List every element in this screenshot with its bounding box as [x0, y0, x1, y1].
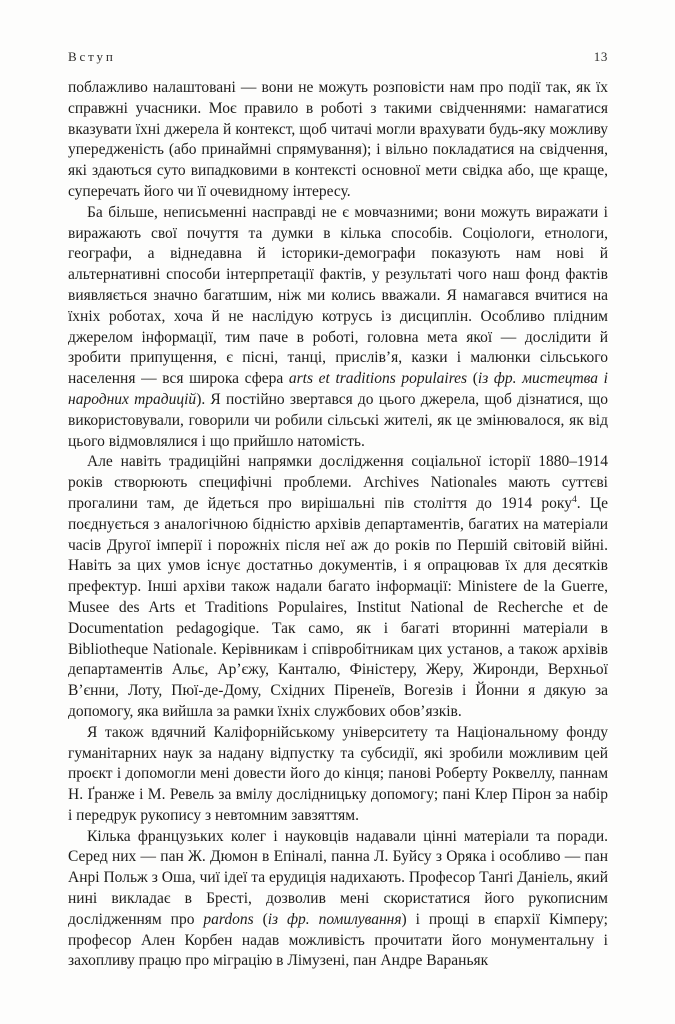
text-run: ). Я постійно звертався до цього джерела, щоб дізнатися, що використовували, говорили чи робили сільські жителі, як це змінювалося, як від цього відмовлялися і що прийшло натомість.: [68, 390, 608, 450]
italic-text: із фр. мистецтва і народних традицій: [68, 370, 608, 408]
italic-text: arts et traditions populaires: [288, 370, 468, 388]
text-run: Кілька французьких колег і науковців надавали цінні матеріали та поради. Серед них — пан Ж. Дюмон в Епіналі, панна Л. Буйсу з Оряка і особливо — пан Анрі Польж з Оша, чиї ідеї та ерудиція надихають. Професор Танґі Даніель, який нині викладає в Бресті, дозволив мені скористатися його рукописним дослідженням про: [68, 827, 608, 928]
paragraph: [68, 203, 608, 453]
text-run: Я також вдячний Каліфорнійському університету та Національному фонду гуманітарних наук за надану відпустку та субсидії, які зробили можливим цей проєкт і допомогли мені довести його до кінця; панові Роберту Роквеллу, паннам Н. Ґранже і М. Ревель за вмілу дослідницьку допомогу; пані Клер Пірон за набір і передрук рукопису з невтомним завзяттям.: [68, 723, 608, 824]
text-run: (: [253, 910, 268, 928]
text-run: Але навіть традиційні напрямки дослідження соціальної історії 1880–1914 років створюють специфічні проблеми. Archives Nationales мають суттєві прогалини там, де йдеться про вирішальні пів століття до 1914 року: [68, 453, 608, 512]
text-run: ) і прощі в єпархії Кімперу; професор Ален Корбен надав можливість прочитати його монументальну і захопливу працю про міграцію в Лімузені, пан Андре Вараньяк: [68, 910, 608, 970]
text-run: поблажливо налаштовані — вони не можуть розповісти нам про події так, як їх справжні учасники. Моє правило в роботі з такими свідченнями: намагатися вказувати їхні джерела й контекст, щоб читачі могли врахувати будь-яку можливу упередженість (або принаймні спрямування); і вільно покладатися на свідчення, які здаються суто випадковими в контексті основної мети свідка або, ще краще, суперечать його чи її очевидному інтересу.: [68, 79, 608, 200]
paragraph: [68, 452, 608, 722]
italic-text: pardons: [203, 910, 254, 928]
footnote-reference: 4: [571, 493, 577, 505]
paragraph: [68, 78, 608, 203]
page-header: [68, 49, 608, 65]
section-label: Вступ: [68, 49, 116, 64]
italic-text: із фр. помилування: [267, 910, 402, 928]
page-number: 13: [593, 49, 608, 64]
paragraph: [68, 827, 608, 973]
text-run: Ба більше, неписьменні насправді не є мовчазними; вони можуть виражати і виражають свої почуття та думки в кілька способів. Соціологи, етнологи, географи, а віднедавна й історики-демографи показують нам нові й альтернативні способи інтерпретації фактів, у результаті чого наш фонд фактів виявляється значно багатшим, ніж ми колись вважали. Я намагався вчитися на їхніх роботах, хоча й не наслідую котрусь із дисциплін. Особливо плідним джерелом інформації, тим паче в роботі, головна мета якої — дослідити й зробити припущення, є пісні, танці, прислів’я, казки і малюнки сільського населення — вся широка сфера: [68, 203, 608, 388]
text-run: . Це поєднується з аналогічною бідністю архівів департаментів, багатих на матеріали часів Другої імперії і порожніх після неї аж до років по Першій світовій війні. Навіть за цих умов існує достатньо документів, і я опрацював їх для десятків префектур. Інші архіви також надали багато інформації: Ministere de la Guerre, Musee des Arts et Traditions Populaires, Institut National de Recherche et de Documentation pedagogique. Так само, як і багаті вторинні матеріали в Bibliotheque Nationale. Керівникам і співробітникам цих установ, а також архівів департаментів Альє, Ар’єжу, Канталю, Фіністеру, Жеру, Жиронди, Верхньої В’єнни, Лоту, Пюї-де-Дому, Східних Піренеїв, Вогезів і Йонни я дякую за допомогу, яка вийшла за рамки їхніх службових обов’язків.: [68, 494, 608, 720]
text-run: (: [467, 370, 478, 388]
paragraph: [68, 723, 608, 827]
page-body: [68, 78, 608, 972]
